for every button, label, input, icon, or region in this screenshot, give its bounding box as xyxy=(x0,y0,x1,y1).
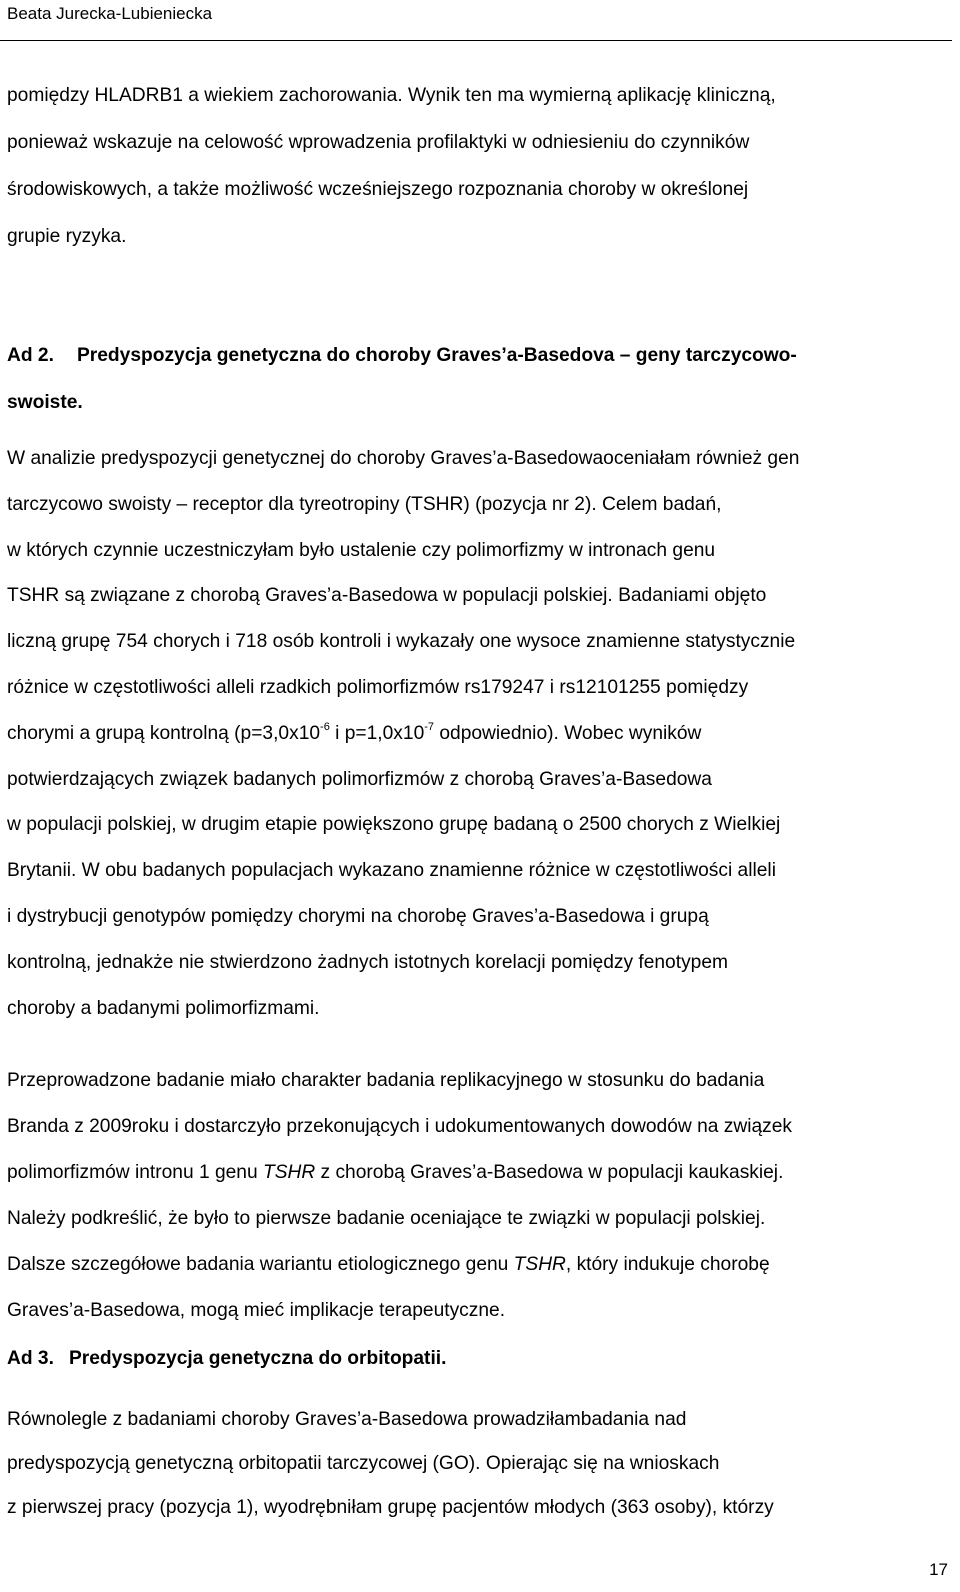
text-segment: z chorobą Graves’a-Basedowa w populacji kaukaskiej. xyxy=(315,1162,784,1183)
text-line: Graves’a-Basedowa, mogą mieć implikacje terapeutyczne. xyxy=(7,1300,506,1321)
paragraph-orbitopathy xyxy=(7,1398,952,1530)
page-number: 17 xyxy=(929,1560,948,1579)
text-line: ponieważ wskazuje na celowość wprowadzenia profilaktyki w odniesieniu do czynników xyxy=(7,132,750,153)
text-segment: polimorfizmów intronu 1 genu xyxy=(7,1162,263,1183)
text-line xyxy=(7,1242,952,1288)
text-line: liczną grupę 754 chorych i 718 osób kontroli i wykazały one wysoce znamienne statystycznie xyxy=(7,631,796,653)
text-line: W analizie predyspozycji genetycznej do choroby Graves’a-Basedowaoceniałam również gen xyxy=(7,448,800,469)
section-number: Ad 2. xyxy=(7,345,54,366)
heading-line xyxy=(7,332,952,379)
section-number: Ad 3. xyxy=(7,1348,54,1369)
header-rule xyxy=(0,40,952,41)
gene-name-italic: TSHR xyxy=(513,1254,566,1275)
intro-paragraph xyxy=(7,72,952,260)
text-line: predyspozycją genetyczną orbitopatii tarczycowej (GO). Opierając się na wnioskach xyxy=(7,1453,720,1474)
text-line: Branda z 2009roku i dostarczyło przekonujących i udokumentowanych dowodów na związek xyxy=(7,1116,792,1137)
text-line: grupie ryzyka. xyxy=(7,226,127,247)
gene-name-italic: TSHR xyxy=(262,1162,316,1183)
text-line: Brytanii. W obu badanych populacjach wykazano znamienne różnice w częstotliwości alleli xyxy=(7,860,776,882)
paragraph-replication-study xyxy=(7,1058,952,1334)
text-line: Równolegle z badaniami choroby Graves’a-Basedowa prowadziłambadania nad xyxy=(7,1409,687,1430)
paragraph-tshr-study xyxy=(7,436,952,1031)
text-segment: , który indukuje chorobę xyxy=(565,1254,770,1275)
text-segment: chorymi a grupą kontrolną (p=3,0x10 xyxy=(7,722,321,744)
text-segment: Dalsze szczegółowe badania wariantu etiologicznego genu xyxy=(7,1254,514,1275)
running-header-author: Beata Jurecka-Lubieniecka xyxy=(7,4,213,23)
section-title-continued: swoiste. xyxy=(7,392,83,413)
text-line: pomiędzy HLADRB1 a wiekiem zachorowania. Wynik ten ma wymierną aplikację kliniczną, xyxy=(7,85,776,106)
superscript-exponent: -6 xyxy=(320,720,330,733)
superscript-exponent: -7 xyxy=(424,720,435,733)
section-title: Predyspozycja genetyczna do orbitopatii. xyxy=(69,1348,447,1369)
text-line: w których czynnie uczestniczyłam było ustalenie czy polimorfizmy w intronach genu xyxy=(7,539,716,561)
text-line: Przeprowadzone badanie miało charakter badania replikacyjnego w stosunku do badania xyxy=(7,1070,765,1091)
text-line: potwierdzających związek badanych polimorfizmów z chorobą Graves’a-Basedowa xyxy=(7,768,712,790)
text-line-p-values xyxy=(7,711,952,757)
text-line: w populacji polskiej, w drugim etapie powiększono grupę badaną o 2500 chorych z Wielkiej xyxy=(7,814,781,836)
text-line: kontrolną, jednakże nie stwierdzono żadnych istotnych korelacji pomiędzy fenotypem xyxy=(7,951,728,973)
section-heading-ad2 xyxy=(7,332,952,426)
text-line: Należy podkreślić, że było to pierwsze badanie oceniające te związki w populacji polskiej. xyxy=(7,1208,766,1229)
section-title: Predyspozycja genetyczna do choroby Graves’a-Basedova – geny tarczycowo- xyxy=(77,345,797,366)
text-line: tarczycowo swoisty – receptor dla tyreotropiny (TSHR) (pozycja nr 2). Celem badań, xyxy=(7,493,722,515)
text-line: środowiskowych, a także możliwość wcześniejszego rozpoznania choroby w określonej xyxy=(7,179,749,200)
section-heading-ad3 xyxy=(7,1344,952,1374)
text-line: choroby a badanymi polimorfizmami. xyxy=(7,997,320,1019)
text-line: różnice w częstotliwości alleli rzadkich polimorfizmów rs179247 i rs12101255 pomiędzy xyxy=(7,676,749,698)
text-segment: odpowiednio). Wobec wyników xyxy=(434,722,702,744)
text-segment: i p=1,0x10 xyxy=(329,722,425,744)
text-line: i dystrybucji genotypów pomiędzy chorymi na chorobę Graves’a-Basedowa i grupą xyxy=(7,905,709,927)
text-line: z pierwszej pracy (pozycja 1), wyodrębniłam grupę pacjentów młodych (363 osoby), którzy xyxy=(7,1497,774,1518)
text-line xyxy=(7,1150,952,1196)
text-line: TSHR są związane z chorobą Graves’a-Basedowa w populacji polskiej. Badaniami objęto xyxy=(7,585,767,607)
